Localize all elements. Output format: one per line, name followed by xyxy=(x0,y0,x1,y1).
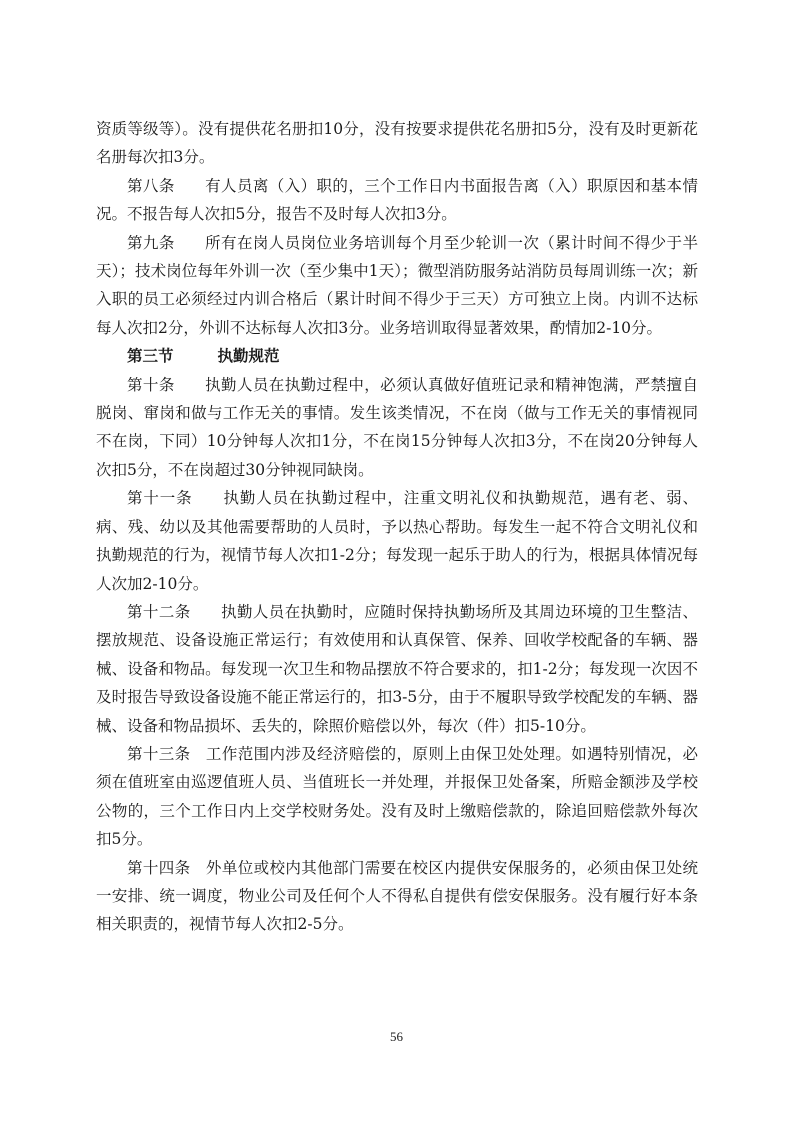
section-heading xyxy=(96,342,698,370)
article-text: 执勤人员在执勤过程中，必须认真做好值班记录和精神饱满，严禁擅自脱岗、窜岗和做与工作无关的事情。发生该类情况，不在岗（做与工作无关的事情视同不在岗，下同）10分钟每人次扣1分，不在岗15分钟每人次扣3分，不在岗20分钟每人次扣5分，不在岗超过30分钟视同缺岗。 xyxy=(96,375,698,479)
article-8 xyxy=(96,172,698,229)
article-number: 第十三条 xyxy=(127,744,191,763)
article-number: 第十四条 xyxy=(127,858,191,877)
article-13 xyxy=(96,740,698,854)
article-text: 所有在岗人员岗位业务培训每个月至少轮训一次（累计时间不得少于半天）；技术岗位每年外训一次（至少集中1天）；微型消防服务站消防员每周训练一次；新入职的员工必须经过内训合格后（累计时间不得少于三天）方可独立上岗。内训不达标每人次扣2分，外训不达标每人次扣3分。业务培训取得显著效果，酌情加2-10分。 xyxy=(96,233,698,337)
article-14 xyxy=(96,854,698,939)
article-10 xyxy=(96,371,698,485)
article-text: 工作范围内涉及经济赔偿的，原则上由保卫处处理。如遇特别情况，必须在值班室由巡逻值班人员、当值班长一并处理，并报保卫处备案，所赔金额涉及学校公物的，三个工作日内上交学校财务处。没有及时上缴赔偿款的，除追回赔偿款外每次扣5分。 xyxy=(96,744,698,849)
article-number: 第九条 xyxy=(127,233,175,252)
article-9 xyxy=(96,229,698,343)
article-text: 执勤人员在执勤过程中，注重文明礼仪和执勤规范，遇有老、弱、病、残、幼以及其他需要帮助的人员时，予以热心帮助。每发生一起不符合文明礼仪和执勤规范的行为，视情节每人次扣1-2分；每发现一起乐于助人的行为，根据具体情况每人次加2-10分。 xyxy=(96,489,698,593)
section-number: 第三节 xyxy=(127,347,174,366)
article-number: 第十条 xyxy=(127,375,175,394)
article-text: 有人员离（入）职的，三个工作日内书面报告离（入）职原因和基本情况。不报告每人次扣5分，报告不及时每人次扣3分。 xyxy=(96,176,698,224)
article-12 xyxy=(96,598,698,740)
paragraph-continuation xyxy=(96,115,698,172)
article-text: 执勤人员在执勤时，应随时保持执勤场所及其周边环境的卫生整洁、摆放规范、设备设施正常运行；有效使用和认真保管、保养、回收学校配备的车辆、器械、设备和物品。每发现一次卫生和物品摆放不符合要求的，扣1-2分；每发现一次因不及时报告导致设备设施不能正常运行的，扣3-5分，由于不履职导致学校配发的车辆、器械、设备和物品损坏、丢失的，除照价赔偿以外，每次（件）扣5-10分。 xyxy=(96,602,698,735)
article-text: 外单位或校内其他部门需要在校区内提供安保服务的，必须由保卫处统一安排、统一调度，物业公司及任何个人不得私自提供有偿安保服务。没有履行好本条相关职责的，视情节每人次扣2-5分。 xyxy=(96,858,698,934)
section-title: 执勤规范 xyxy=(217,347,280,366)
article-number: 第十二条 xyxy=(127,602,191,621)
article-number: 第八条 xyxy=(127,176,175,195)
article-number: 第十一条 xyxy=(127,489,193,508)
article-11 xyxy=(96,484,698,598)
page-number: 56 xyxy=(390,1029,403,1044)
paragraph-text: 资质等级等）。没有提供花名册扣10分，没有按要求提供花名册扣5分，没有及时更新花名册每次扣3分。 xyxy=(96,120,698,167)
document-page xyxy=(96,115,698,939)
